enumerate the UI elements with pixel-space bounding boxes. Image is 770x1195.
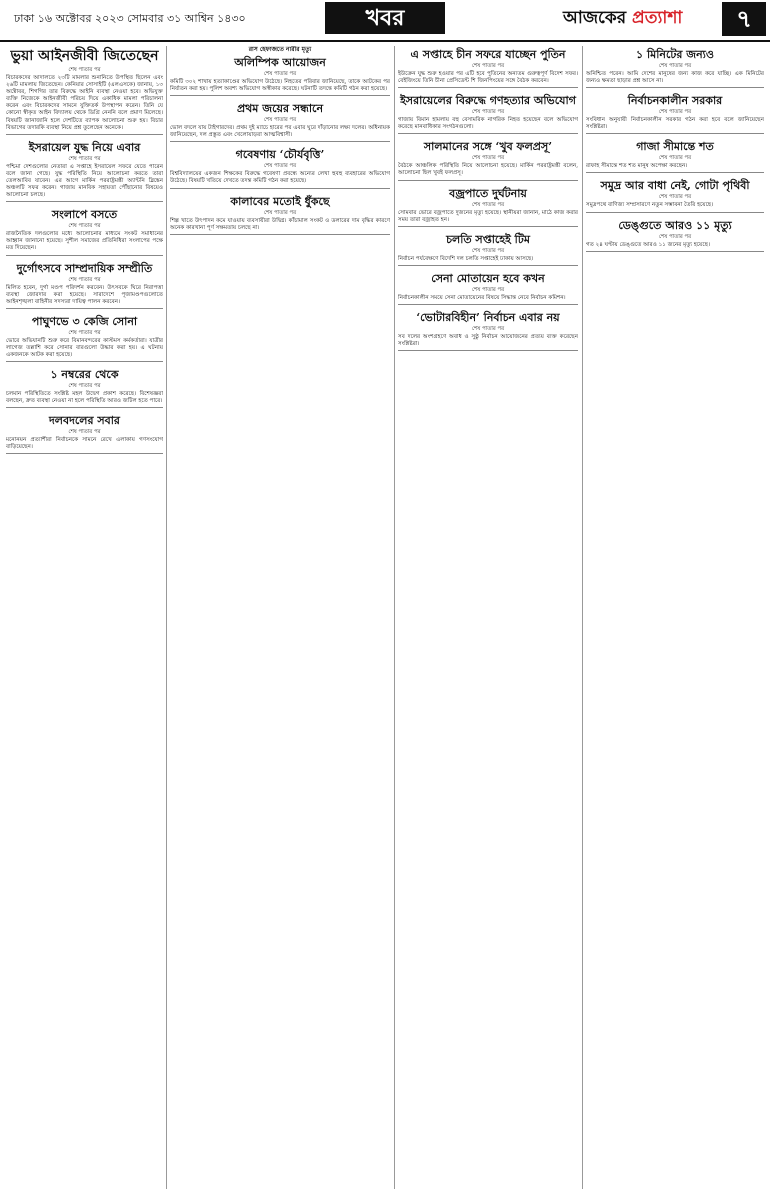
- article-body: নির্বাচনকালীন সময়ে সেনা মোতায়েনের বিষয়ে সিদ্ধান্ত নেবে নির্বাচন কমিশন।: [398, 294, 566, 301]
- article-body: বৈঠকে আঞ্চলিক পরিস্থিতি নিয়ে আলোচনা হয়েছে। মার্কিন পররাষ্ট্রমন্ত্রী বলেন, আলোচনা ছিল খুবই ফলপ্রসূ।: [398, 163, 578, 177]
- continued-note: শেষ পাতার পর: [658, 194, 692, 201]
- news-article: [170, 46, 390, 96]
- article-headline[interactable]: দুর্গোৎসবে সাম্প্রদায়িক সম্প্রীতি: [16, 261, 153, 275]
- article-headline[interactable]: ১ নম্বরের থেকে: [50, 368, 119, 382]
- article-headline[interactable]: ১ মিনিটের জন্যও: [636, 48, 714, 61]
- news-article: [6, 313, 163, 362]
- continued-note: শেষ পাতার পর: [471, 247, 505, 254]
- news-article: [586, 138, 764, 173]
- news-article: [398, 270, 578, 305]
- news-article: [170, 146, 390, 188]
- article-body: কমিটি ৩০২ শাখায় হত্যাকাণ্ডের অভিযোগ উঠেছে। নিহতের পরিবার জানিয়েছে, তাকে আটকের পর নির্যাতন করা হয়। পুলিশ অবশ্য অভিযোগ অস্বীকার করেছে। ঘটনাটি তদন্তে কমিটি গঠন করা হয়েছে।: [170, 79, 390, 93]
- news-article: [170, 193, 390, 235]
- continued-note: শেষ পাতার পর: [68, 429, 101, 436]
- article-body: সমুদ্রপথে বাণিজ্য সম্প্রসারণে নতুন সম্ভাবনা তৈরি হয়েছে।: [586, 202, 714, 209]
- continued-note: শেষ পাতার পর: [68, 276, 101, 283]
- news-article: [6, 46, 163, 135]
- continued-note: শেষ পাতার পর: [471, 63, 505, 69]
- article-headline[interactable]: গাজা সীমান্তে শত: [636, 140, 714, 154]
- column-divider: [582, 46, 583, 1189]
- article-body: ইউক্রেন যুদ্ধ শুরু হওয়ার পর এটি হবে পুতিনের অন্যতম গুরুত্বপূর্ণ বিদেশ সফর। বেইজিংয়ে তিনি চীনা প্রেসিডেন্ট শি জিনপিংয়ের সঙ্গে বৈঠক করবেন।: [398, 71, 578, 85]
- article-headline[interactable]: সেনা মোতায়েন হবে কখন: [431, 271, 545, 285]
- article-body: গাজায় বিমান হামলায় বহু বেসামরিক নাগরিক নিহত হয়েছেন বলে অভিযোগ করেছে মানবাধিকার সংগঠনগুলো।: [398, 117, 578, 131]
- news-article: [6, 412, 163, 454]
- continued-note: শেষ পাতার পর: [263, 117, 297, 124]
- article-headline[interactable]: পাঘুণভে ৩ কেজি সোনা: [31, 314, 138, 328]
- news-article: [398, 231, 578, 266]
- article-headline[interactable]: দলবদলের সবার: [48, 414, 120, 428]
- article-headline[interactable]: কালাবের মতোই ধুঁকছে: [230, 194, 330, 208]
- column-divider: [394, 46, 395, 1189]
- article-body: রাফাহ সীমান্তে শত শত মানুষ অপেক্ষা করছেন।: [586, 163, 688, 170]
- article-headline[interactable]: সমুদ্র আর বাধা নেই, গোটা পৃথিবী: [600, 179, 750, 193]
- continued-note: শেষ পাতার পর: [471, 201, 505, 208]
- news-article: [6, 260, 163, 309]
- news-article: [6, 366, 163, 408]
- continued-note: শেষ পাতার পর: [471, 325, 505, 332]
- article-body: অনিশ্চিত পরেন। আমি দেশের মানুষের জন্য কাজ করে যাচ্ছি। এক মিনিটের জন্যও ক্ষমতা ছাড়ার প্রশ্ন আসে না।: [586, 71, 764, 85]
- article-body: সব দলের অংশগ্রহণে অবাধ ও সুষ্ঠু নির্বাচন আয়োজনের প্রত্যয় ব্যক্ত করেছেন সংশ্লিষ্টরা।: [398, 333, 578, 348]
- news-article: [398, 185, 578, 227]
- continued-note: শেষ পাতার পর: [471, 286, 505, 293]
- article-headline[interactable]: সংলাপে বসতে: [51, 208, 118, 222]
- news-article: [586, 177, 764, 212]
- article-headline[interactable]: ‘ভোটারবিহীন’ নির্বাচন এবার নয়: [416, 310, 560, 324]
- news-article: [398, 309, 578, 351]
- continued-note: শেষ পাতার পর: [68, 329, 101, 336]
- news-article: [6, 139, 163, 202]
- news-article: [6, 206, 163, 255]
- article-body: গত ২৪ ঘণ্টায় ডেঙ্গুতে আরও ১১ জনের মৃত্যু হয়েছে।: [586, 241, 710, 248]
- article-headline[interactable]: অলিম্পিক আয়োজন: [234, 56, 326, 69]
- column-1: [6, 46, 163, 1189]
- article-body: বিচারকদের আদালতে ২৩টি মামলার শুনানিতে উপস্থিত ছিলেন এবং ২৬টি মামলায় জিতেছেন। কেনিয়ার সোসাইটি (এলএসকে) জানায়, ১৩ অক্টোবর, শিগগির তার বিরুদ্ধে আইনি ব্যবস্থা নেওয়া হবে। অভিযুক্ত ব্যক্তি নিজেকে আইনজীবী পরিচয় দিয়ে একাধিক মামলা পরিচালনা করেন এবং বিচারকদের সামনে যুক্তিতর্ক উপস্থাপন করেন। তিনি যে কোনো স্বীকৃত আইন বিদ্যালয় থেকে ডিগ্রি নেননি বলে প্রমাণ মিলেছে। বিষয়টি জানাজানি হলে দেশটিতে ব্যাপক আলোচনা শুরু হয়। বিচার বিভাগের তদারকি ব্যবস্থা নিয়ে প্রশ্ন তুলেছেন অনেকে।: [6, 75, 163, 131]
- article-body: রাজনৈতিক দলগুলোর মধ্যে আলোচনার মাধ্যমে সংকট সমাধানের আহ্বান জানানো হয়েছে। সুশীল সমাজের প্রতিনিধিরা সংলাপের পক্ষে মত দিয়েছেন।: [6, 231, 163, 252]
- article-kicker: রাস হেফাজতে নারীর মৃত্যু: [248, 46, 312, 53]
- article-headline[interactable]: ইসরায়েলের বিরুদ্ধে গণহত্যার অভিযোগ: [400, 94, 576, 108]
- issue-date: ঢাকা ১৬ অক্টোবর ২০২৩ সোমবার ৩১ আশ্বিন ১৪৩০: [14, 12, 246, 25]
- paper-name-accent: প্রত্যাশা: [632, 8, 683, 28]
- continued-note: শেষ পাতার পর: [263, 209, 297, 216]
- paper-name: আজকের: [563, 8, 627, 28]
- article-body: সংবিধান অনুযায়ী নির্বাচনকালীন সরকার গঠন করা হবে বলে জানিয়েছেন সংশ্লিষ্টরা।: [586, 117, 764, 131]
- continued-note: শেষ পাতার পর: [68, 383, 101, 390]
- article-body: পশ্চিমা দেশগুলোর নেতারা এ সপ্তাহে ইসরায়েল সফরে যেতে পারেন বলে জানা গেছে। যুদ্ধ পরিস্থিতি নিয়ে আলোচনা করতে তারা তেলআবিব যাবেন। এর আগে মার্কিন পররাষ্ট্রমন্ত্রী অ্যান্টনি ব্লিঙ্কেন অঞ্চলটি সফর করেন। গাজায় মানবিক সহায়তা পৌঁছানোর বিষয়েও আলোচনা চলছে।: [6, 163, 163, 199]
- news-article: [398, 92, 578, 134]
- article-headline[interactable]: প্রথম জয়ের সন্ধানে: [236, 102, 324, 116]
- article-headline[interactable]: ডেঙ্গুতে আরও ১১ মৃত্যু: [618, 218, 732, 232]
- article-body: মনোনয়ন প্রত্যাশীরা নির্বাচনকে সামনে রেখে এলাকায় গণসংযোগ বাড়িয়েছেন।: [6, 437, 163, 451]
- article-headline[interactable]: চলতি সপ্তাহেই টিম: [446, 232, 530, 246]
- continued-note: শেষ পাতার পর: [263, 71, 297, 77]
- continued-note: শেষ পাতার পর: [68, 155, 101, 162]
- column-4: [586, 46, 764, 1189]
- article-body: ভোরে অভিযানটি শুরু করে বিমানবন্দরের কাস্টমস কর্মকর্তারা। যাত্রীর লাগেজ তল্লাশি করে সোনার বারগুলো উদ্ধার করা হয়। এ ঘটনায় একজনকে আটক করা হয়েছে।: [6, 337, 163, 358]
- continued-note: শেষ পাতার পর: [658, 233, 692, 240]
- news-article: [586, 217, 764, 252]
- article-headline[interactable]: সালমানের সঙ্গে ‘খুব ফলপ্রসূ’: [423, 140, 553, 154]
- continued-note: শেষ পাতার পর: [68, 223, 101, 230]
- continued-note: শেষ পাতার পর: [68, 67, 101, 73]
- article-headline[interactable]: ইসরায়েল যুদ্ধ নিয়ে এবার: [28, 140, 141, 154]
- article-body: নির্বাচন পর্যবেক্ষণে বিদেশি দল চলতি সপ্তাহেই ঢাকায় আসছে।: [398, 255, 534, 262]
- article-headline[interactable]: বজ্রপাতে দুর্ঘটনায়: [449, 186, 527, 200]
- article-headline[interactable]: গবেষণায় ‘চৌর্যবৃত্তি’: [235, 148, 325, 162]
- paper-logo: [563, 8, 682, 28]
- article-body: চলমান পরিস্থিতিতে সংশ্লিষ্ট মহল উদ্বেগ প্রকাশ করেছে। বিশেষজ্ঞরা বলছেন, দ্রুত ব্যবস্থা নেওয়া না হলে পরিস্থিতি আরও জটিল হতে পারে।: [6, 391, 163, 405]
- continued-note: শেষ পাতার পর: [263, 163, 297, 170]
- news-article: [398, 138, 578, 180]
- article-headline[interactable]: নির্বাচনকালীন সরকার: [627, 94, 723, 108]
- page-number: ৭: [722, 2, 766, 36]
- article-headline[interactable]: ভুয়া আইনজীবী জিতেছেন: [10, 48, 159, 64]
- article-headline[interactable]: এ সপ্তাহে চীন সফরে যাচ্ছেন পুতিন: [410, 48, 566, 61]
- continued-note: শেষ পাতার পর: [658, 155, 692, 162]
- article-body: মিলিত হবেন, দুর্গা মণ্ডপ পরিদর্শন করবেন। উৎসবকে ঘিরে নিরাপত্তা ব্যবস্থা জোরদার করা হয়েছে। সারাদেশে পূজামণ্ডপগুলোতে আইনশৃঙ্খলা বাহিনীর সদস্যরা দায়িত্ব পালন করবেন।: [6, 284, 163, 305]
- continued-note: শেষ পাতার পর: [658, 109, 692, 116]
- continued-note: শেষ পাতার পর: [471, 109, 505, 116]
- section-title: খবর: [325, 2, 445, 34]
- article-body: শিল্প খাতে উৎপাদন কমে যাওয়ায় ব্যবসায়ীরা উদ্বিগ্ন। কাঁচামাল সংকট ও ডলারের দাম বৃদ্ধির কারণে অনেক কারখানা পূর্ণ সক্ষমতায় চলছে না।: [170, 217, 390, 231]
- article-body: বিশ্ববিদ্যালয়ের একজন শিক্ষকের বিরুদ্ধে গবেষণা প্রবন্ধে অন্যের লেখা হুবহু ব্যবহারের অভিযোগ উঠেছে। বিষয়টি খতিয়ে দেখতে তদন্ত কমিটি গঠন করা হয়েছে।: [170, 171, 390, 185]
- column-3: [398, 46, 578, 1189]
- masthead: [0, 0, 770, 42]
- article-body: সোমবার ভোরে বজ্রপাতে দুজনের মৃত্যু হয়েছে। স্থানীয়রা জানান, মাঠে কাজ করার সময় তারা বজ্রাহত হন।: [398, 209, 578, 223]
- news-article: [398, 46, 578, 88]
- article-body: ভোল বদলে যায় টাইগারদের। প্রথম দুই ম্যাচে হারের পর এবার ঘুরে দাঁড়ানোর লক্ষ্য দলের। অধিনায়ক জানিয়েছেন, দল প্রস্তুত এবং খেলোয়াড়রা আত্মবিশ্বাসী।: [170, 125, 390, 139]
- news-article: [170, 100, 390, 142]
- column-divider: [166, 46, 167, 1189]
- column-2: [170, 46, 390, 1189]
- continued-note: শেষ পাতার পর: [471, 155, 505, 162]
- continued-note: শেষ পাতার পর: [658, 63, 692, 69]
- news-article: [586, 46, 764, 88]
- news-article: [586, 92, 764, 134]
